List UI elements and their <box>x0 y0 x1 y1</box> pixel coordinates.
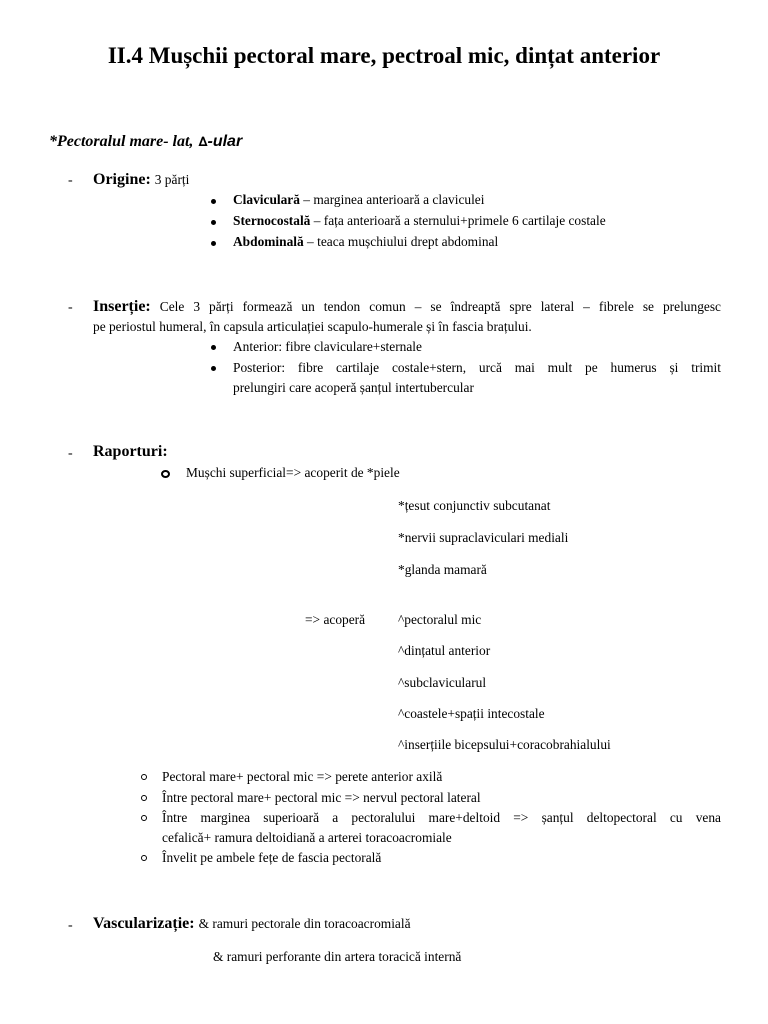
raporturi-note-2: Între pectoral mare+ pectoral mic => nervul pectoral lateral <box>162 790 481 805</box>
vascularizatie-line-1: & ramuri pectorale din toracoacromială <box>198 916 411 931</box>
bullet-ring <box>141 855 147 861</box>
bullet-dash-origine: - <box>68 173 73 188</box>
insertie-label: Inserție: <box>93 298 151 315</box>
bullet-dot <box>211 366 216 371</box>
bullet-ring <box>141 815 147 821</box>
bullet-dot <box>211 220 216 225</box>
origine-text: 3 părți <box>154 172 190 187</box>
raporturi-note-1: Pectoral mare+ pectoral mic => perete anterior axilă <box>162 769 443 784</box>
origine-heading <box>93 171 189 189</box>
covers-item-4: ^coastele+spații intecostale <box>398 706 545 721</box>
bullet-ring <box>141 795 147 801</box>
bullet-ring <box>161 470 170 478</box>
vascularizatie-line-2: & ramuri perforante din artera toracică internă <box>213 949 462 964</box>
section-subtitle <box>49 133 242 151</box>
covered-by-item-1: *țesut conjunctiv subcutanat <box>398 498 551 513</box>
origine-item-2: Sternocostală – fața anterioară a sternului+primele 6 cartilaje costale <box>233 213 606 228</box>
origine-label: Origine: <box>93 171 151 188</box>
raporturi-note-3-line-1: Între marginea superioară a pectoralului mare+deltoid => șanțul deltopectoral cu vena <box>162 810 721 825</box>
subtitle-main: *Pectoralul mare- lat, <box>49 133 194 150</box>
covers-item-1: ^pectoralul mic <box>398 612 482 627</box>
covered-by-item-3: *glanda mamară <box>398 562 487 577</box>
raporturi-note-3-line-2: cefalică+ ramura deltoidiană a arterei toracoacromiale <box>162 830 452 845</box>
raporturi-label: Raporturi: <box>93 443 168 460</box>
raporturi-note-4: Învelit pe ambele fețe de fascia pectorală <box>162 850 382 865</box>
insertie-line-2: pe periostul humeral, în capsula articulației scapulo-humerale și în fascia brațului. <box>93 319 532 334</box>
page-title: II.4 Mușchii pectoral mare, pectroal mic, dințat anterior <box>107 43 661 68</box>
bullet-dash-vascularizatie: - <box>68 918 73 933</box>
insertie-item-2-line-2: prelungiri care acoperă șanțul intertubercular <box>233 380 474 395</box>
covers-item-2: ^dințatul anterior <box>398 643 491 658</box>
subtitle-suffix: -ular <box>207 133 243 150</box>
insertie-item-1: Anterior: fibre claviculare+sternale <box>233 339 422 354</box>
covers-item-3: ^subclavicularul <box>398 675 487 690</box>
raporturi-superficial: Mușchi superficial=> acoperit de *piele <box>186 465 400 480</box>
origine-item-3: Abdominală – teaca mușchiului drept abdominal <box>233 234 499 249</box>
bullet-dash-insertie: - <box>68 300 73 315</box>
bullet-dash-raporturi: - <box>68 446 73 461</box>
bullet-dot <box>211 241 216 246</box>
covers-item-5: ^inserțiile bicepsului+coracobrahialului <box>398 737 611 752</box>
vascularizatie-label: Vascularizație: <box>93 915 195 932</box>
triangle-symbol: ∆ <box>198 135 208 150</box>
bullet-dot <box>211 345 216 350</box>
covered-by-item-2: *nervii supraclaviculari mediali <box>398 530 569 545</box>
vascularizatie-heading <box>93 915 411 933</box>
origine-item-1: Claviculară – marginea anterioară a claviculei <box>233 192 485 207</box>
bullet-ring <box>141 774 147 780</box>
bullet-dot <box>211 199 216 204</box>
covers-label: => acoperă <box>305 612 366 627</box>
insertie-item-2-line-1: Posterior: fibre cartilaje costale+stern, urcă mai mult pe humerus și trimit <box>233 360 721 375</box>
insertie-line-1: Inserție: Cele 3 părți formează un tendon comun – se îndreaptă spre lateral – fibrele se prelungesc <box>93 298 721 315</box>
